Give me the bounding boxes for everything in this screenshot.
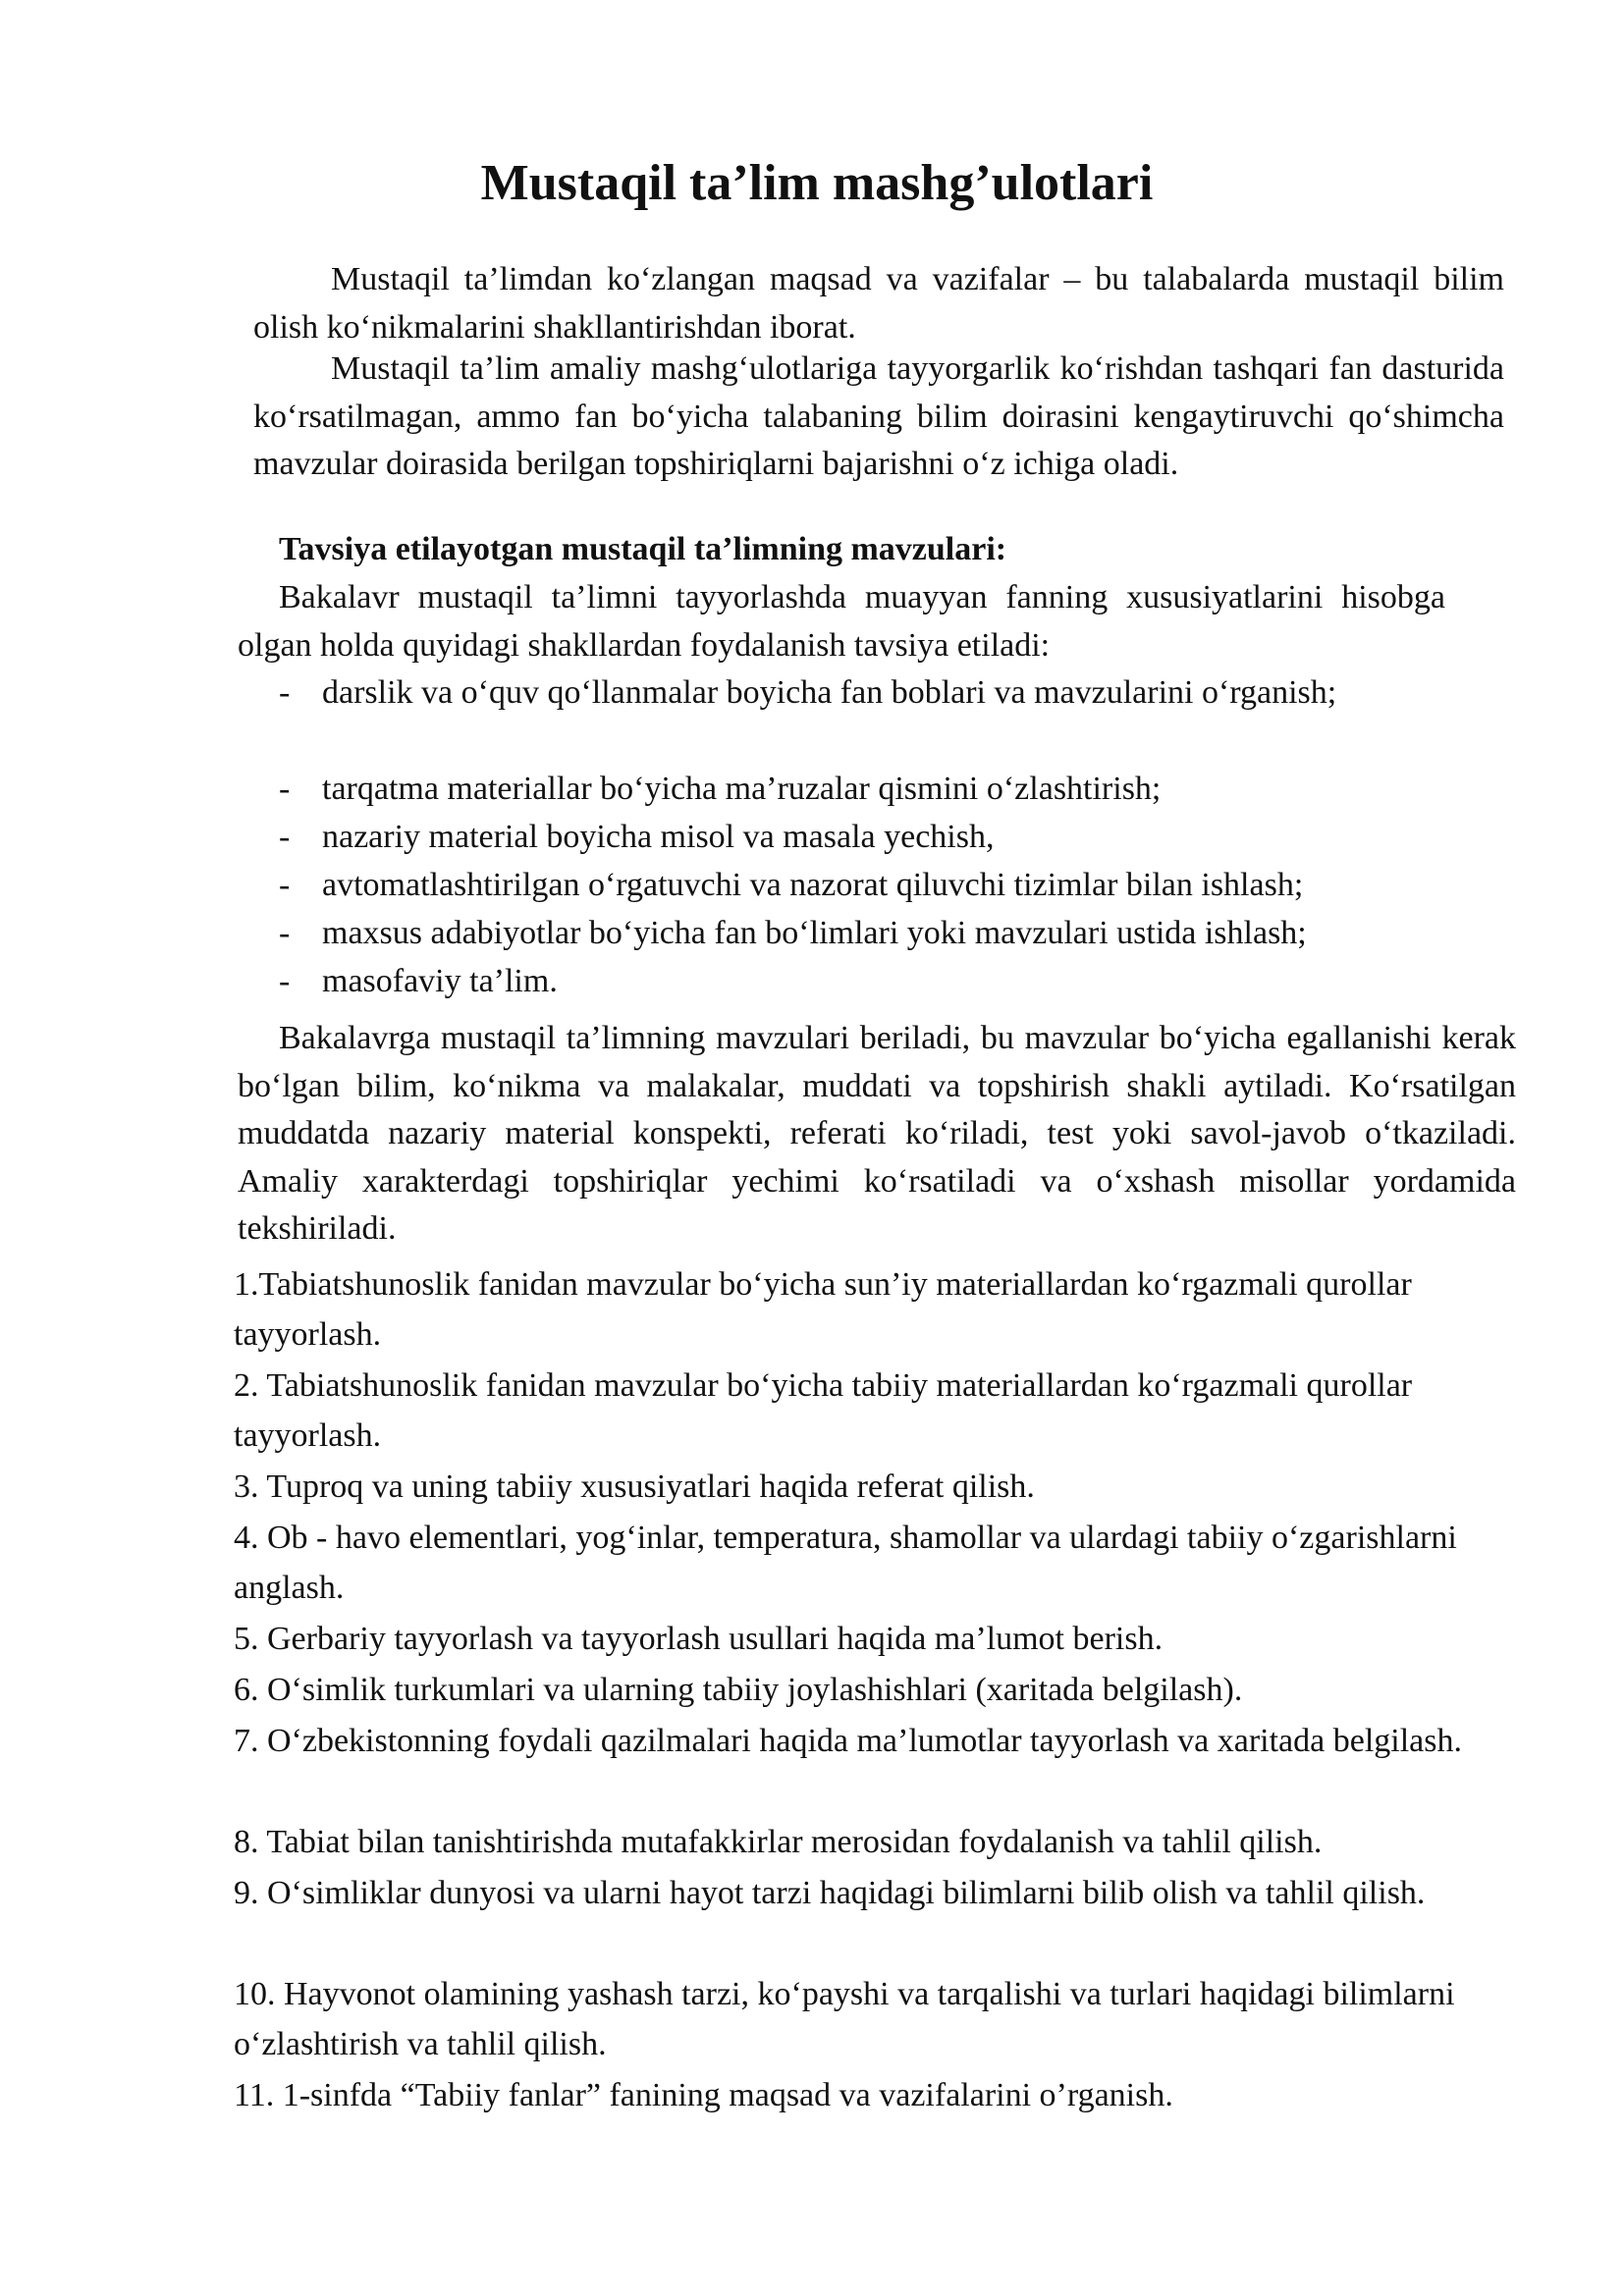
topic-item-7: 7. O‘zbekistonning foydali qazilmalari haqida ma’lumotlar tayyorlash va xaritada belgilash. xyxy=(234,1723,1462,1759)
topic-item-5: 5. Gerbariy tayyorlash va tayyorlash usullari haqida ma’lumot berish. xyxy=(234,1621,1164,1657)
lead-paragraph-1: Bakalavr mustaqil ta’limni tayyorlashda muayyan fanning xususiyatlarini hisobga olgan holda quyidagi shakllardan foydalanish tavsiya etiladi: xyxy=(238,579,1445,664)
topic-item-9: 9. O‘simliklar dunyosi va ularni hayot tarzi haqidagi bilimlarni bilib olish va tahlil qilish. xyxy=(234,1875,1426,1911)
dash-bullet: - xyxy=(279,771,291,807)
topic-item-4: 4. Ob - havo elementlari, yog‘inlar, temperatura, shamollar va ulardagi tabiiy o‘zgarishlarni anglash. xyxy=(234,1520,1457,1606)
dash-bullet: - xyxy=(279,867,291,903)
topic-item-10: 10. Hayvonot olamining yashash tarzi, ko‘payshi va tarqalishi va turlari haqidagi bilimlarni o‘zlashtirish va tahlil qilish. xyxy=(234,1976,1455,2062)
topic-item-6: 6. O‘simlik turkumlari va ularning tabiiy joylashishlari (xaritada belgilash). xyxy=(234,1672,1243,1708)
list-item xyxy=(279,766,1516,814)
page-title: Mustaqil ta’lim mashg’ulotlari xyxy=(480,155,1154,211)
section-heading: Tavsiya etilayotgan mustaqil ta’limning mavzulari: xyxy=(279,531,1007,567)
dash-bullet: - xyxy=(279,915,291,951)
dash-bullet: - xyxy=(279,674,291,711)
intro-paragraph-2: Mustaqil ta’lim amaliy mashg‘ulotlariga tayyorgarlik ko‘rishdan tashqari fan dasturida ko‘rsatilmagan, ammo fan bo‘yicha talabaning bilim doirasini kengaytiruvchi qo‘shimcha mavzular doirasida berilgan topshiriqlarni bajarishni o‘z ichiga oladi. xyxy=(253,350,1504,482)
lead-paragraph-2: Bakalavrga mustaqil ta’limning mavzulari beriladi, bu mavzular bo‘yicha egallanishi kerak bo‘lgan bilim, ko‘nikma va malakalar, muddati va topshirish shakli aytiladi. Ko‘rsatilgan muddatda nazariy material konspekti, referati ko‘riladi, test yoki savol-javob o‘tkaziladi. Amaliy xarakterdagi topshiriqlar yechimi ko‘rsatiladi va o‘xshash misollar yordamida tekshiriladi. xyxy=(238,1020,1516,1247)
list-item-text: nazariy material boyicha misol va masala yechish, xyxy=(322,819,995,855)
topic-item-1: 1.Tabiatshunoslik fanidan mavzular bo‘yicha sun’iy materiallardan ko‘rgazmali qurollar tayyorlash. xyxy=(234,1266,1412,1353)
topic-item-8: 8. Tabiat bilan tanishtirishda mutafakkirlar merosidan foydalanish va tahlil qilish. xyxy=(234,1824,1323,1860)
list-item-text: masofaviy ta’lim. xyxy=(322,963,558,999)
list-item xyxy=(279,910,1516,958)
list-item-text: maxsus adabiyotlar bo‘yicha fan bo‘limlari yoki mavzulari ustida ishlash; xyxy=(322,915,1307,951)
list-item xyxy=(279,814,1516,862)
topic-item-11: 11. 1-sinfda “Tabiiy fanlar” fanining maqsad va vazifalarini o’rganish. xyxy=(234,2077,1173,2113)
list-item xyxy=(238,669,1447,718)
dash-bullet: - xyxy=(279,963,291,999)
list-item-text: avtomatlashtirilgan o‘rgatuvchi va nazorat qiluvchi tizimlar bilan ishlash; xyxy=(322,867,1304,903)
topic-item-3: 3. Tuproq va uning tabiiy xususiyatlari haqida referat qilish. xyxy=(234,1468,1035,1505)
list-item-text: tarqatma materiallar bo‘yicha ma’ruzalar qismini o‘zlashtirish; xyxy=(322,771,1162,807)
list-item xyxy=(279,862,1516,910)
list-item-text: darslik va o‘quv qo‘llanmalar boyicha fan boblari va mavzularini o‘rganish; xyxy=(322,674,1337,711)
intro-paragraph-1: Mustaqil ta’limdan ko‘zlangan maqsad va vazifalar – bu talabalarda mustaqil bilim olish ko‘nikmalarini shakllantirishdan iborat. xyxy=(253,261,1504,346)
topic-item-2: 2. Tabiatshunoslik fanidan mavzular bo‘yicha tabiiy materiallardan ko‘rgazmali qurollar tayyorlash. xyxy=(234,1367,1413,1454)
dash-bullet: - xyxy=(279,819,291,855)
list-item xyxy=(279,958,1516,1006)
